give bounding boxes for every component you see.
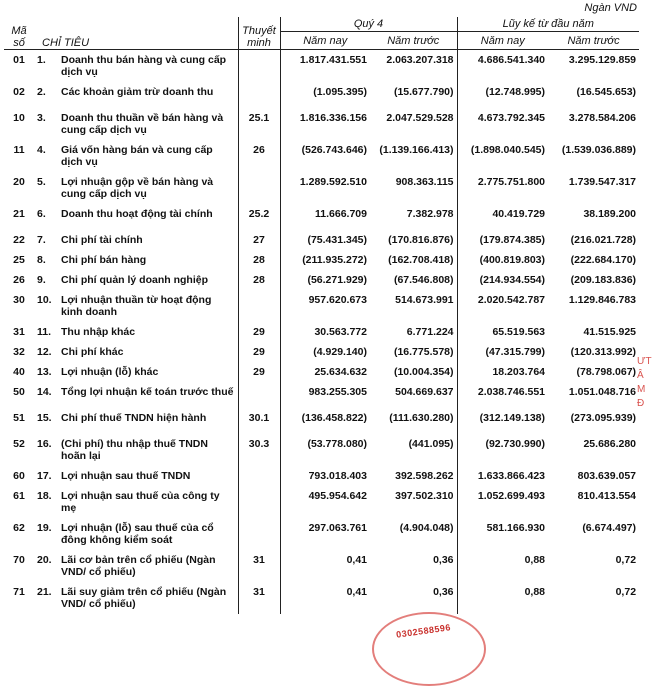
row-quarter-current: 297.063.761 (280, 518, 370, 550)
seal-edge-marks: ƯT Â M Đ (637, 356, 652, 409)
row-ytd-current: (400.819.803) (457, 250, 548, 270)
row-ytd-previous: 38.189.200 (583, 208, 637, 220)
row-label: Giá vốn hàng bán và cung cấp dịch vụ (61, 144, 213, 168)
row-quarter-previous: 7.382.978 (406, 208, 454, 220)
row-note: 27 (238, 230, 280, 250)
row-ytd-current: 0,88 (457, 550, 548, 582)
unit-label: Ngàn VND (584, 2, 637, 14)
row-quarter-previous: (67.546.808) (393, 274, 454, 286)
row-ytd-previous: (78.798.067) (576, 366, 637, 378)
row-ytd-previous: 0,72 (615, 586, 637, 598)
row-ytd-current: 1.633.866.423 (457, 466, 548, 486)
row-code: 26 (13, 274, 25, 286)
table-row (4, 270, 639, 290)
row-label: Các khoản giảm trừ doanh thu (61, 86, 214, 98)
header-quarter-current: Năm nay (280, 32, 370, 50)
row-ytd-previous: (222.684.170) (570, 254, 637, 266)
row-code: 52 (13, 438, 25, 450)
row-quarter-current: 957.620.673 (280, 290, 370, 322)
row-quarter-current: 25.634.632 (280, 362, 370, 382)
row-label: Lợi nhuận sau thuế TNDN (61, 470, 191, 482)
row-ytd-previous: (273.095.939) (570, 412, 637, 424)
row-label: Lợi nhuận sau thuế của công ty mẹ (61, 490, 220, 514)
row-number: 8. (37, 254, 46, 266)
table-row (4, 550, 639, 582)
row-label: Lãi suy giảm trên cổ phiếu (Ngàn VND/ cổ phiếu) (61, 586, 227, 610)
row-note (238, 172, 280, 204)
row-quarter-previous: (441.095) (408, 438, 454, 450)
row-quarter-current: 30.563.772 (280, 322, 370, 342)
row-number: 19. (37, 522, 52, 534)
table-row (4, 204, 639, 230)
row-code: 62 (13, 522, 25, 534)
row-note: 29 (238, 322, 280, 342)
row-label: Lợi nhuận (lỗ) khác (61, 366, 159, 378)
row-quarter-previous: 514.673.991 (395, 294, 454, 306)
row-code: 51 (13, 412, 25, 424)
row-quarter-previous: (111.630.280) (389, 412, 454, 424)
header-ytd-current: Năm nay (457, 32, 548, 50)
row-ytd-current: (92.730.990) (457, 434, 548, 466)
row-note: 28 (238, 270, 280, 290)
row-number: 13. (37, 366, 52, 378)
row-ytd-previous: (6.674.497) (582, 522, 637, 534)
header-code (4, 17, 34, 50)
table-row (4, 434, 639, 466)
row-quarter-current: 1.817.431.551 (280, 50, 370, 83)
row-ytd-previous: 1.739.547.317 (568, 176, 637, 188)
row-ytd-current: 4.686.541.340 (457, 50, 548, 83)
row-quarter-current: (526.743.646) (280, 140, 370, 172)
row-label: Chi phí bán hàng (61, 254, 147, 266)
row-code: 30 (13, 294, 25, 306)
row-quarter-previous: (15.677.790) (393, 86, 454, 98)
row-label: Chi phí khác (61, 346, 124, 358)
row-quarter-previous: (16.775.578) (393, 346, 454, 358)
row-number: 12. (37, 346, 52, 358)
table-row (4, 322, 639, 342)
income-statement-table (4, 17, 639, 614)
table-row (4, 140, 639, 172)
row-ytd-current: 0,88 (457, 582, 548, 614)
row-note: 31 (238, 550, 280, 582)
header-item-label: CHỈ TIÊU (42, 37, 90, 49)
row-number: 2. (37, 86, 46, 98)
row-number: 1. (37, 54, 46, 66)
row-ytd-previous: (209.183.836) (570, 274, 637, 286)
row-code: 20 (13, 176, 25, 188)
row-ytd-previous: 1.129.846.783 (568, 294, 637, 306)
row-note (238, 82, 280, 108)
row-quarter-previous: 0,36 (433, 586, 454, 598)
row-quarter-current: (1.095.395) (280, 82, 370, 108)
row-quarter-previous: 6.771.224 (406, 326, 454, 338)
header-note (238, 17, 280, 50)
row-ytd-current: 581.166.930 (457, 518, 548, 550)
header-code-line2: số (13, 37, 25, 49)
row-note (238, 382, 280, 408)
table-row (4, 250, 639, 270)
table-row (4, 466, 639, 486)
row-quarter-previous: 397.502.310 (395, 490, 454, 502)
table-row (4, 362, 639, 382)
row-ytd-current: (214.934.554) (457, 270, 548, 290)
row-number: 16. (37, 438, 52, 450)
row-quarter-current: 1.816.336.156 (280, 108, 370, 140)
table-row (4, 50, 639, 83)
row-number: 5. (37, 176, 46, 188)
table-row (4, 408, 639, 434)
row-quarter-current: 793.018.403 (280, 466, 370, 486)
row-label: Doanh thu thuần về bán hàng và cung cấp dịch vụ (61, 112, 224, 136)
row-quarter-previous: (10.004.354) (393, 366, 454, 378)
table-row (4, 172, 639, 204)
row-number: 6. (37, 208, 46, 220)
row-number: 15. (37, 412, 52, 424)
row-number: 18. (37, 490, 52, 502)
row-quarter-current: 983.255.305 (280, 382, 370, 408)
row-note: 30.1 (238, 408, 280, 434)
row-quarter-previous: 392.598.262 (395, 470, 454, 482)
row-code: 25 (13, 254, 25, 266)
row-quarter-current: (211.935.272) (280, 250, 370, 270)
row-note (238, 518, 280, 550)
row-quarter-previous: 908.363.115 (395, 176, 454, 188)
row-note: 25.1 (238, 108, 280, 140)
row-ytd-previous: 1.051.048.716 (568, 386, 637, 398)
row-ytd-previous: (1.539.036.889) (561, 144, 637, 156)
table-row (4, 582, 639, 614)
row-ytd-current: (179.874.385) (457, 230, 548, 250)
row-note: 25.2 (238, 204, 280, 230)
row-number: 11. (37, 326, 52, 338)
header-group-ytd: Lũy kế từ đầu năm (457, 17, 639, 32)
row-ytd-current: 2.038.746.551 (457, 382, 548, 408)
table-row (4, 290, 639, 322)
row-ytd-previous: 810.413.554 (577, 490, 637, 502)
header-quarter-previous: Năm trước (370, 32, 457, 50)
row-note (238, 290, 280, 322)
row-ytd-previous: (216.021.728) (570, 234, 637, 246)
row-number: 10. (37, 294, 52, 306)
row-quarter-previous: (1.139.166.413) (379, 144, 454, 156)
row-number: 20. (37, 554, 52, 566)
row-quarter-current: (56.271.929) (280, 270, 370, 290)
row-ytd-previous: 41.515.925 (583, 326, 637, 338)
row-ytd-current: 4.673.792.345 (457, 108, 548, 140)
row-ytd-current: 65.519.563 (457, 322, 548, 342)
row-label: Lợi nhuận gộp về bán hàng và cung cấp dịch vụ (61, 176, 214, 200)
row-note: 29 (238, 342, 280, 362)
row-ytd-previous: (16.545.653) (576, 86, 637, 98)
row-code: 70 (13, 554, 25, 566)
row-note (238, 50, 280, 83)
row-quarter-current: 1.289.592.510 (280, 172, 370, 204)
row-note (238, 486, 280, 518)
row-code: 10 (13, 112, 25, 124)
row-quarter-current: 495.954.642 (280, 486, 370, 518)
row-code: 22 (13, 234, 25, 246)
row-label: Thu nhập khác (61, 326, 136, 338)
row-note: 28 (238, 250, 280, 270)
row-note: 29 (238, 362, 280, 382)
row-note (238, 466, 280, 486)
row-quarter-current: 11.666.709 (280, 204, 370, 230)
row-label: Doanh thu hoạt động tài chính (61, 208, 213, 220)
row-label: Lợi nhuận (lỗ) sau thuế của cổ đông không kiểm soát (61, 522, 214, 546)
row-ytd-current: 2.775.751.800 (457, 172, 548, 204)
row-ytd-current: 2.020.542.787 (457, 290, 548, 322)
row-quarter-previous: 2.047.529.528 (386, 112, 454, 124)
row-number: 7. (37, 234, 46, 246)
row-label: Doanh thu bán hàng và cung cấp dịch vụ (61, 54, 227, 78)
row-quarter-previous: (4.904.048) (399, 522, 454, 534)
table-row (4, 82, 639, 108)
row-label: Tổng lợi nhuận kế toán trước thuế (61, 386, 234, 398)
row-number: 4. (37, 144, 46, 156)
row-label: Lãi cơ bản trên cổ phiếu (Ngàn VND/ cổ phiếu) (61, 554, 216, 578)
header-code-line1: Mã (11, 25, 27, 37)
row-code: 21 (13, 208, 25, 220)
row-ytd-current: (47.315.799) (457, 342, 548, 362)
row-code: 02 (13, 86, 25, 98)
row-ytd-current: (1.898.040.545) (457, 140, 548, 172)
row-code: 61 (13, 490, 25, 502)
table-row (4, 108, 639, 140)
row-ytd-previous: 803.639.057 (577, 470, 637, 482)
row-note: 31 (238, 582, 280, 614)
row-label: Chi phí tài chính (61, 234, 143, 246)
header-note-line2: minh (247, 37, 271, 49)
row-quarter-previous: (170.816.876) (388, 234, 454, 246)
row-quarter-current: (53.778.080) (280, 434, 370, 466)
row-ytd-previous: (120.313.992) (570, 346, 637, 358)
row-quarter-current: 0,41 (280, 550, 370, 582)
row-code: 31 (13, 326, 25, 338)
row-code: 50 (13, 386, 25, 398)
row-number: 21. (37, 586, 52, 598)
row-quarter-current: (75.431.345) (280, 230, 370, 250)
row-code: 40 (13, 366, 25, 378)
row-code: 01 (13, 54, 25, 66)
row-quarter-previous: (162.708.418) (388, 254, 454, 266)
row-ytd-current: (312.149.138) (457, 408, 548, 434)
row-note: 30.3 (238, 434, 280, 466)
row-ytd-previous: 0,72 (615, 554, 637, 566)
table-row (4, 486, 639, 518)
row-code: 71 (13, 586, 25, 598)
row-quarter-current: 0,41 (280, 582, 370, 614)
row-ytd-current: 40.419.729 (457, 204, 548, 230)
row-number: 3. (37, 112, 46, 124)
row-number: 17. (37, 470, 52, 482)
row-quarter-previous: 504.669.637 (395, 386, 454, 398)
row-ytd-previous: 25.686.280 (583, 438, 637, 450)
row-label: (Chi phí) thu nhập thuế TNDN hoãn lại (61, 438, 208, 462)
row-ytd-previous: 3.278.584.206 (568, 112, 637, 124)
table-row (4, 342, 639, 362)
row-ytd-current: 1.052.699.493 (457, 486, 548, 518)
header-note-line1: Thuyết (242, 25, 276, 37)
row-quarter-previous: 0,36 (433, 554, 454, 566)
row-code: 11 (13, 144, 25, 156)
company-seal (372, 612, 486, 686)
row-quarter-previous: 2.063.207.318 (386, 54, 454, 66)
header-item (34, 17, 238, 50)
row-ytd-current: 18.203.764 (457, 362, 548, 382)
header-group-quarter: Quý 4 (280, 17, 457, 32)
header-ytd-previous: Năm trước (548, 32, 639, 50)
row-quarter-current: (136.458.822) (280, 408, 370, 434)
row-label: Lợi nhuận thuần từ hoạt động kinh doanh (61, 294, 212, 318)
row-note: 26 (238, 140, 280, 172)
row-ytd-previous: 3.295.129.859 (568, 54, 637, 66)
row-number: 14. (37, 386, 52, 398)
row-number: 9. (37, 274, 46, 286)
row-ytd-current: (12.748.995) (457, 82, 548, 108)
table-row (4, 382, 639, 408)
row-label: Chi phí quản lý doanh nghiệp (61, 274, 208, 286)
table-row (4, 230, 639, 250)
row-quarter-current: (4.929.140) (280, 342, 370, 362)
row-label: Chi phí thuế TNDN hiện hành (61, 412, 207, 424)
row-code: 60 (13, 470, 25, 482)
row-code: 32 (13, 346, 25, 358)
company-seal-text: 0302588596 (395, 622, 452, 640)
table-row (4, 518, 639, 550)
